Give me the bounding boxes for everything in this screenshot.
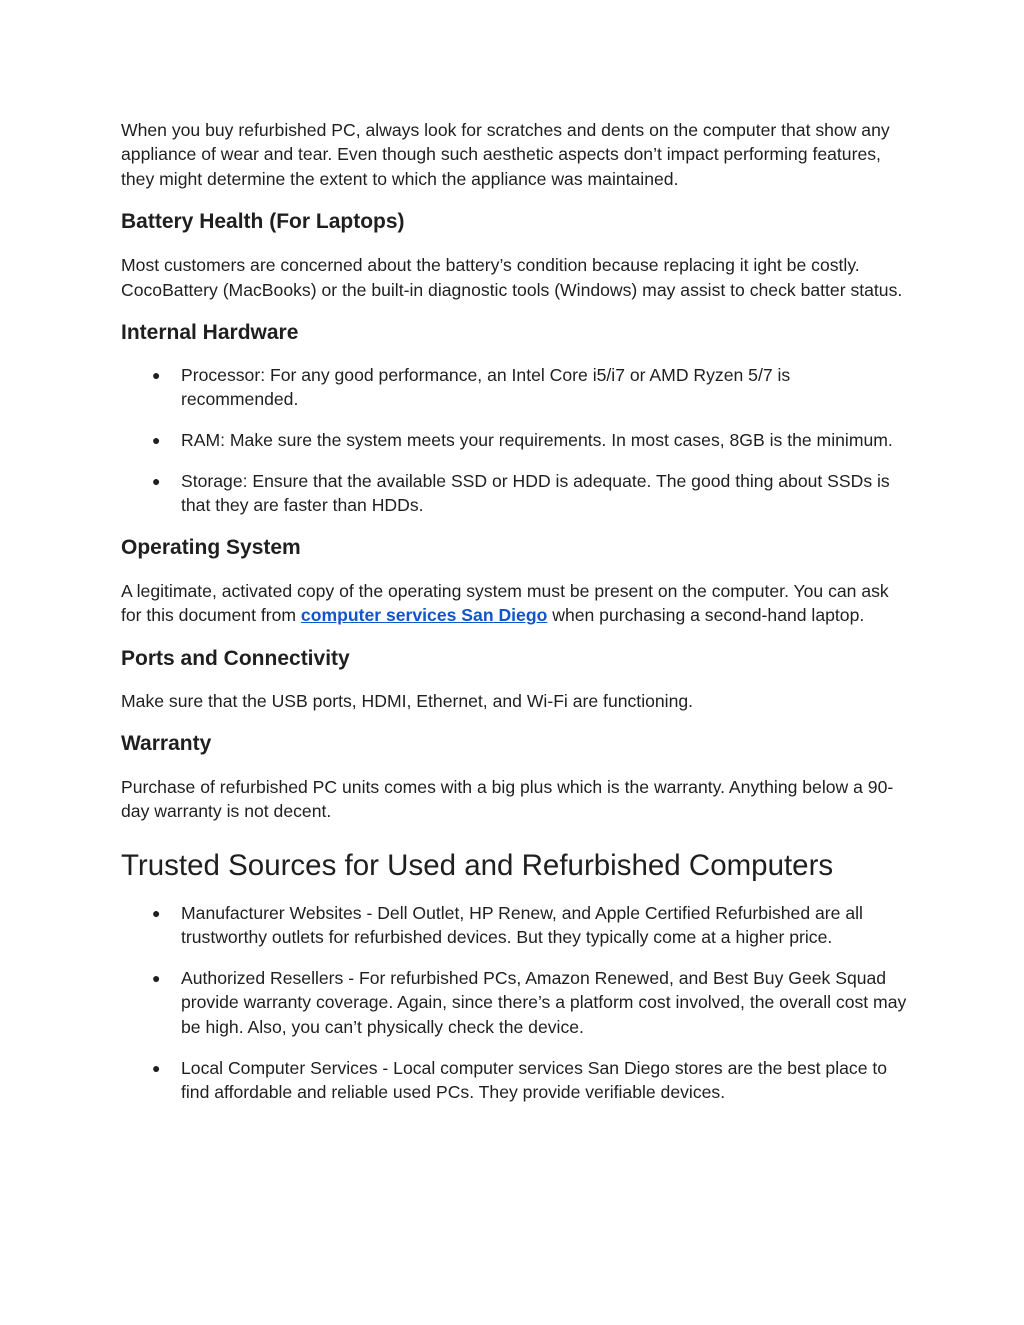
list-item-text: RAM: Make sure the system meets your requirements. In most cases, 8GB is the minimum. — [181, 430, 893, 451]
operating-system-heading: Operating System — [121, 535, 301, 559]
list-item — [121, 363, 911, 412]
list-item — [121, 469, 911, 518]
list-item-text: Storage: Ensure that the available SSD or HDD is adequate. The good thing about SSDs is that they are faster than HDDs. — [181, 471, 890, 516]
internal-hardware-list — [121, 363, 911, 518]
list-item — [121, 966, 911, 1039]
warranty-paragraph: Purchase of refurbished PC units comes with a big plus which is the warranty. Anything below a 90-day warranty is not decent. — [121, 777, 894, 822]
list-item-text: Authorized Resellers - For refurbished PCs, Amazon Renewed, and Best Buy Geek Squad provide warranty coverage. Again, since there’s a platform cost involved, the overall cost may be high. Also, you can’t physically check the device. — [181, 968, 907, 1037]
trusted-sources-list — [121, 901, 911, 1105]
list-item-text: Local Computer Services - Local computer services San Diego stores are the best place to find affordable and reliable used PCs. They provide verifiable devices. — [181, 1057, 888, 1103]
bullet-icon: ● — [152, 367, 161, 384]
list-item — [121, 1056, 911, 1105]
warranty-heading: Warranty — [121, 732, 212, 756]
battery-heading: Battery Health (For Laptops) — [121, 210, 405, 234]
list-item-text: Processor: For any good performance, an Intel Core i5/i7 or AMD Ryzen 5/7 is recommended. — [181, 365, 791, 410]
list-item — [121, 901, 911, 950]
computer-services-link[interactable]: computer services San Diego — [300, 605, 548, 626]
os-text-before: A legitimate, activated copy of the operating system must be present on the computer. You can ask for this document from — [121, 580, 889, 626]
intro-paragraph: When you buy refurbished PC, always look for scratches and dents on the computer that show any appliance of wear and tear. Even though such aesthetic aspects don’t impact performing features, they might determine the extent to which the appliance was maintained. — [121, 120, 890, 189]
bullet-icon: ● — [152, 1059, 161, 1076]
document-page — [121, 118, 911, 1105]
bullet-icon: ● — [152, 432, 161, 449]
bullet-icon: ● — [152, 970, 161, 987]
ports-heading: Ports and Connectivity — [121, 646, 350, 670]
bullet-icon: ● — [152, 904, 161, 921]
trusted-sources-heading: Trusted Sources for Used and Refurbished Computers — [121, 848, 834, 882]
list-item-text: Manufacturer Websites - Dell Outlet, HP Renew, and Apple Certified Refurbished are all trustworthy outlets for refurbished devices. But they typically come at a higher price. — [181, 902, 863, 948]
battery-paragraph: Most customers are concerned about the battery’s condition because replacing it ight be costly. CocoBattery (MacBooks) or the built-in diagnostic tools (Windows) may assist to check batter status. — [121, 255, 903, 300]
operating-system-paragraph — [121, 579, 911, 628]
os-text-after: when purchasing a second-hand laptop. — [547, 605, 865, 626]
ports-paragraph: Make sure that the USB ports, HDMI, Ethernet, and Wi-Fi are functioning. — [121, 690, 694, 711]
bullet-icon: ● — [152, 473, 161, 490]
list-item — [121, 428, 911, 452]
internal-hardware-heading: Internal Hardware — [121, 321, 299, 345]
